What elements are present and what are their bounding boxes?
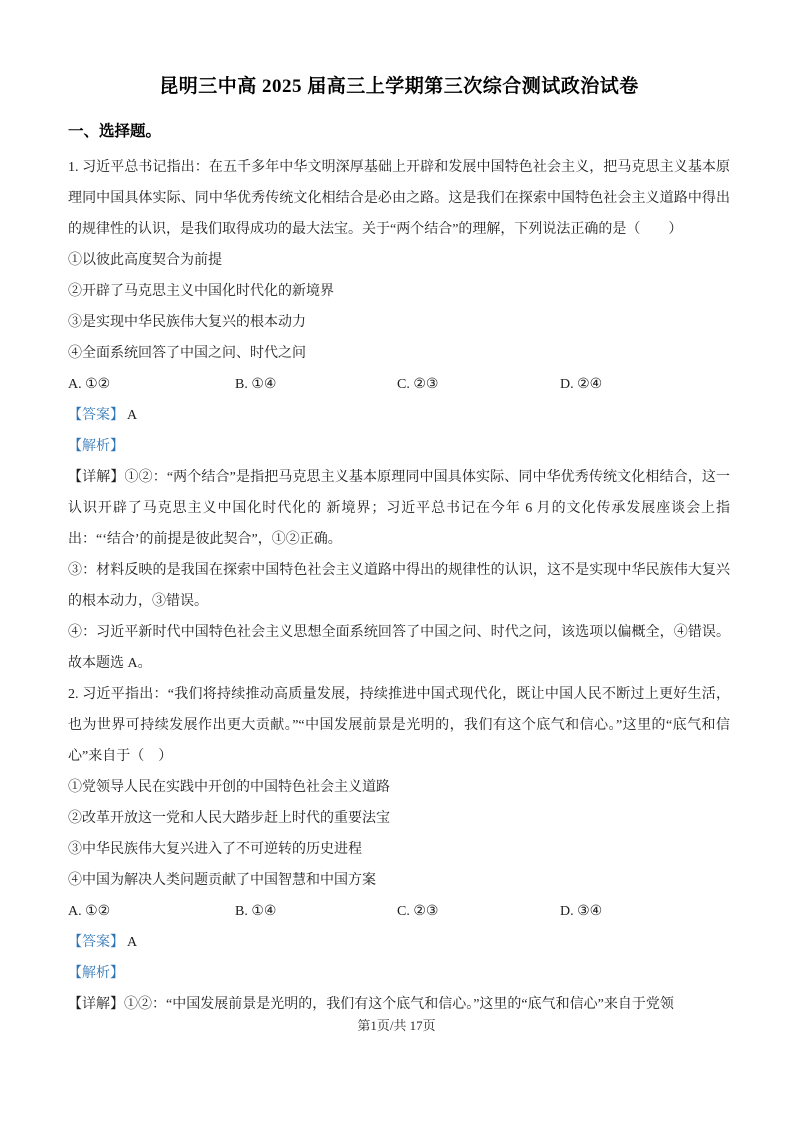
question-1-choice-4: ④全面系统回答了中国之问、时代之问 — [68, 346, 306, 361]
question-2-choice-3: ③中华民族伟大复兴进入了不可逆转的历史进程 — [68, 842, 362, 857]
question-2-answer-line — [68, 927, 730, 958]
question-1-option-b: B. ①④ — [235, 377, 277, 392]
question-2-option-b: B. ①④ — [235, 904, 277, 919]
question-2-option-c: C. ②③ — [397, 904, 439, 919]
question-2-choice-2: ②改革开放这一党和人民大踏步赶上时代的重要法宝 — [68, 811, 390, 826]
question-2-detail-1: 【详解】①②：“中国发展前景是光明的，我们有这个底气和信心。”这里的“底气和信心”来自于党领 — [68, 997, 674, 1012]
answer-value: A — [127, 935, 138, 950]
page-title: 昆明三中高 2025 届高三上学期第三次综合测试政治试卷 — [159, 76, 639, 97]
question-2-option-d: D. ③④ — [560, 904, 603, 919]
answer-label: 【答案】 — [68, 935, 124, 950]
question-2-choice-1: ①党领导人民在实践中开创的中国特色社会主义道路 — [68, 780, 390, 795]
question-1-answer-line — [68, 400, 730, 431]
question-2-options-row — [68, 896, 730, 927]
question-1-option-a: A. ①② — [68, 377, 111, 392]
page-footer: 第1页/共 17页 — [357, 1018, 436, 1033]
question-1-option-d: D. ②④ — [560, 377, 603, 392]
question-1-analysis-label: 【解析】 — [68, 439, 124, 454]
section-heading: 一、选择题。 — [68, 123, 162, 140]
question-2-analysis-label: 【解析】 — [68, 966, 124, 981]
answer-value: A — [127, 408, 138, 423]
answer-label: 【答案】 — [68, 408, 124, 423]
question-1-detail-1: 【详解】①②：“两个结合”是指把马克思主义基本原理同中国具体实际、同中华优秀传统文化相结合，这一认识开辟了马克思主义中国化时代化的 新境界；习近平总书记在今年 6 月的文化传承发展座谈会上指出：“‘结合’的前提是彼此契合”，①②正确。 — [68, 470, 730, 547]
question-1-option-c: C. ②③ — [397, 377, 439, 392]
question-1-detail-2: ③：材料反映的是我国在探索中国特色社会主义道路中得出的规律性的认识，这不是实现中华民族伟大复兴的根本动力，③错误。 — [68, 563, 730, 609]
question-1-choice-2: ②开辟了马克思主义中国化时代化的新境界 — [68, 284, 334, 299]
question-2-stem: 2. 习近平指出：“我们将持续推动高质量发展，持续推进中国式现代化，既让中国人民不断过上更好生活，也为世界可持续发展作出更大贡献。”“中国发展前景是光明的，我们有这个底气和信心。”这里的“底气和信心”来自于（ ） — [68, 687, 730, 764]
exam-content — [68, 152, 730, 1020]
question-1-options-row — [68, 369, 730, 400]
question-1-stem: 1. 习近平总书记指出：在五千多年中华文明深厚基础上开辟和发展中国特色社会主义，把马克思主义基本原理同中国具体实际、同中华优秀传统文化相结合是必由之路。这是我们在探索中国特色社会主义道路中得出的规律性的认识，是我们取得成功的最大法宝。关于“两个结合”的理解，下列说法正确的是（ ） — [68, 160, 730, 237]
question-1-detail-3: ④：习近平新时代中国特色社会主义思想全面系统回答了中国之问、时代之问，该选项以偏概全，④错误。故本题选 A。 — [68, 625, 730, 671]
question-2-choice-4: ④中国为解决人类问题贡献了中国智慧和中国方案 — [68, 873, 376, 888]
question-1-choice-1: ①以彼此高度契合为前提 — [68, 253, 222, 268]
question-2-option-a: A. ①② — [68, 904, 111, 919]
question-1-choice-3: ③是实现中华民族伟大复兴的根本动力 — [68, 315, 306, 330]
